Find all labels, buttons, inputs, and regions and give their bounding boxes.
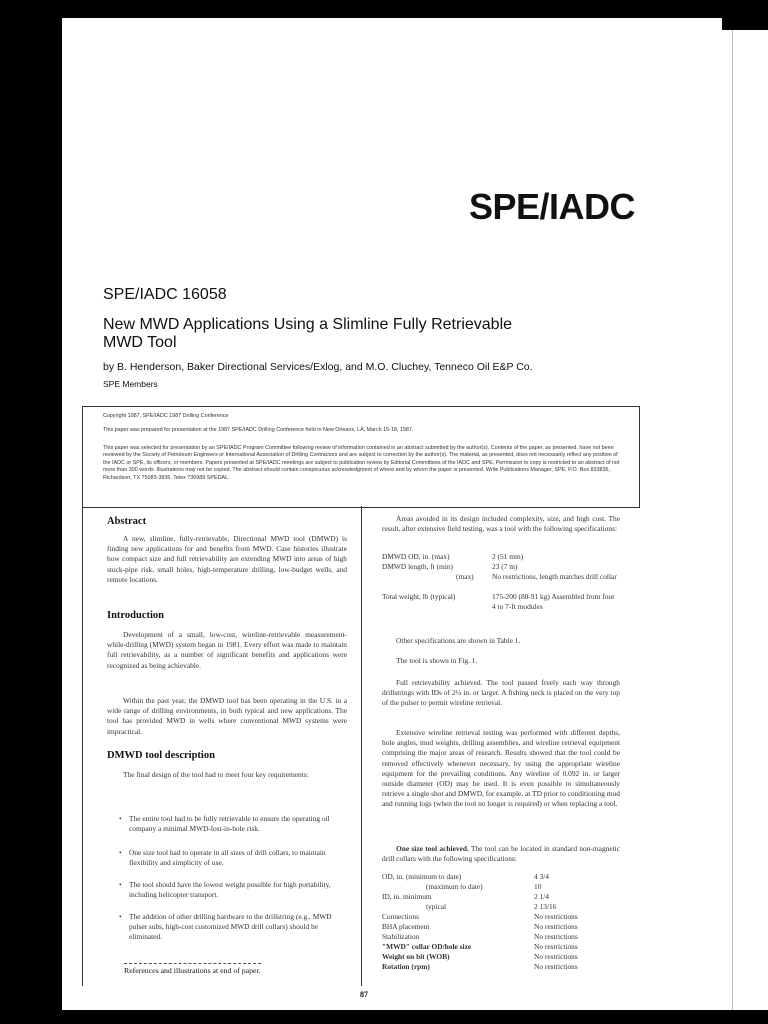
spec-table [382,552,622,642]
design-paragraph: Areas avoided in its design included complexity, size, and high cost. The result, after extensive field testing, was a tool with the following specifications: [382,514,620,534]
author-line: by B. Henderson, Baker Directional Services/Exlog, and M.O. Cluchey, Tenneco Oil E&P Co. [103,361,533,373]
copyright-box [82,406,640,508]
facing-page-edge [722,30,768,1024]
collar-spec-label: (maximum to date) [426,882,483,891]
collar-spec-label: typical [426,902,447,911]
collar-spec-value: 10 [534,882,542,891]
spec-label: DMWD OD, in. (max) [382,552,450,561]
collar-spec-value: No restrictions [534,952,578,961]
spec-label: DMWD length, ft (min) [382,562,454,571]
spec-value: 2 (51 mm) [492,552,524,561]
one-size-paragraph [382,844,620,864]
paper-number: SPE/IADC 16058 [103,286,227,303]
collar-spec-value: No restrictions [534,932,578,941]
requirement-item: • The entire tool had to be fully retrievable to ensure the operating oil company a minimal MWD-lost-in-hole risk. [129,814,339,834]
scan-border-bottom [0,1010,768,1024]
copyright-line: Copyright 1987, SPE/IADC 1987 Drilling Conference [103,413,229,419]
collar-spec-value: No restrictions [534,962,578,971]
abstract-text: A new, slimline, fully-retrievable, Directional MWD tool (DMWD) is finding new applications for and benefits from MWD. Case histories illustrate how compact size and full retrievability are extending MWD into areas of high stuck-pipe risk, small holes, high-temperature drilling, low-budget wells, and remote locations. [107,534,347,584]
one-size-lead: One size tool achieved. [396,844,469,853]
collar-spec-label: BHA placement [382,922,430,931]
introduction-paragraph-1: Development of a small, low-cost, wireline-retrievable measurement-while-drilling (MWD) system began in 1981. Every effort was made to maintain full retrievability, as a number of significant benefits and applications were recognized as being achievable. [107,630,347,670]
references-note: References and illustrations at end of paper. [124,963,261,975]
wireline-testing-paragraph: Extensive wireline retrieval testing was performed with different depths, hole angles, mud weights, drilling assemblies, and wireline retrieval equipment comprising the major areas of research. Results showed that the tool could be removed effectively whenever necessary, by using the appropriate wireline equipment for the prevailing conditions. Any wireline of 0.092 in. or larger outside diameter (OD) may be used. It is even possible to simultaneously retrieve a single shot and DMWD, for example, at TD prior to conditioning mud and running logs (when the tool no longer is required) or when replacing a tool. [382,728,620,809]
figure-reference: The tool is shown in Fig. 1. [396,656,478,665]
introduction-paragraph-2: Within the past year, the DMWD tool has been operating in the U.S. in a wide range of drilling environments, in both typical and new applications. The tool has provided MWD in wells where conventional MWD systems were impractical. [107,696,347,736]
collar-spec-value: No restrictions [534,922,578,931]
scan-border-top [0,0,768,20]
other-specs-note: Other specifications are shown in Table 1. [396,636,521,645]
collar-spec-label: Stabilization [382,932,420,941]
requirement-item: • The addition of other drilling hardware to the drillstring (e.g., MWD pulser subs, high-cost customized MWD drill collars) should be eliminated. [129,912,339,943]
collar-spec-value: No restrictions [534,912,578,921]
collar-spec-label: OD, in. (minimum to date) [382,872,462,881]
members-note: SPE Members [103,379,158,389]
introduction-heading: Introduction [107,610,164,621]
collar-spec-label: ID, in. minimum [382,892,432,901]
tool-description-paragraph: The final design of the tool had to meet four key requirements: [123,770,309,779]
spec-value: No restrictions, length matches drill collar [492,572,617,581]
requirement-item: • The tool should have the lowest weight possible for high portability, including helicopter transport. [129,880,339,900]
collar-spec-value: 4 3/4 [534,872,549,881]
collar-spec-label: Weight on bit (WOB) [382,952,450,961]
publisher-brand: SPE/IADC [468,186,635,227]
spec-value: 175-200 (80-91 kg) Assembled from four 4 to 7-ft modules [492,592,615,612]
review-disclaimer: This paper was selected for presentation by an SPE/IADC Program Committee following review of information contained in an abstract submitted by the author(s). Contents of the paper, as presented, have not been reviewed by the Society of Petroleum Engineers or International Association of Drilling Contractors and are subject to correction by the author(s). The material, as presented, does not necessarily reflect any position of the IADC or SPE, its officers, or members. Papers presented at SPE/IADC meetings are subject to publication review by Editorial Committees of the IADC and SPE. Permission to copy is restricted to an abstract of not more than 300 words. Illustrations may not be copied. The abstract should contain conspicuous acknowledgment of where and by whom the paper is presented. Write Publications Manager, SPE, P.O. Box 833836, Richardson, TX 75083-3836. Telex 730989 SPEDAL. [103,445,620,481]
requirement-item: • One size tool had to operate in all sizes of drill collars, to maintain flexibility and simplicity of use. [129,848,339,868]
collar-spec-label: "MWD" collar OD/hole size [382,942,472,951]
left-column [82,506,362,986]
collar-spec-value: 2 1/4 [534,892,549,901]
spec-label: Total weight, lb (typical) [382,592,456,601]
spec-value: 23 (7 m) [492,562,518,571]
one-size-text: The tool can be located in standard non-magnetic drill collars with the following specifications: [382,844,620,864]
collar-spec-table [382,872,622,982]
spec-label: (max) [456,572,474,581]
tool-description-heading: DMWD tool description [107,750,215,761]
collar-spec-value: 2 13/16 [534,902,557,911]
presentation-line: This paper was prepared for presentation at the 1987 SPE/IADC Drilling Conference held in New Orleans, LA, March 15-18, 1987. [103,427,414,433]
paper-title: New MWD Applications Using a Slimline Fully Retrievable MWD Tool [103,316,513,351]
collar-spec-value: No restrictions [534,942,578,951]
page-number: 87 [360,990,368,999]
abstract-heading: Abstract [107,516,147,527]
collar-spec-label: Connections [382,912,419,921]
collar-spec-label: Rotation (rpm) [382,962,430,971]
retrievability-paragraph: Full retrievability achieved. The tool passed freely each way through drillstrings with IDs of 2¼ in. or larger. A fishing neck is placed on the very top of the pulser to permit wireline retrieval. [382,678,620,708]
